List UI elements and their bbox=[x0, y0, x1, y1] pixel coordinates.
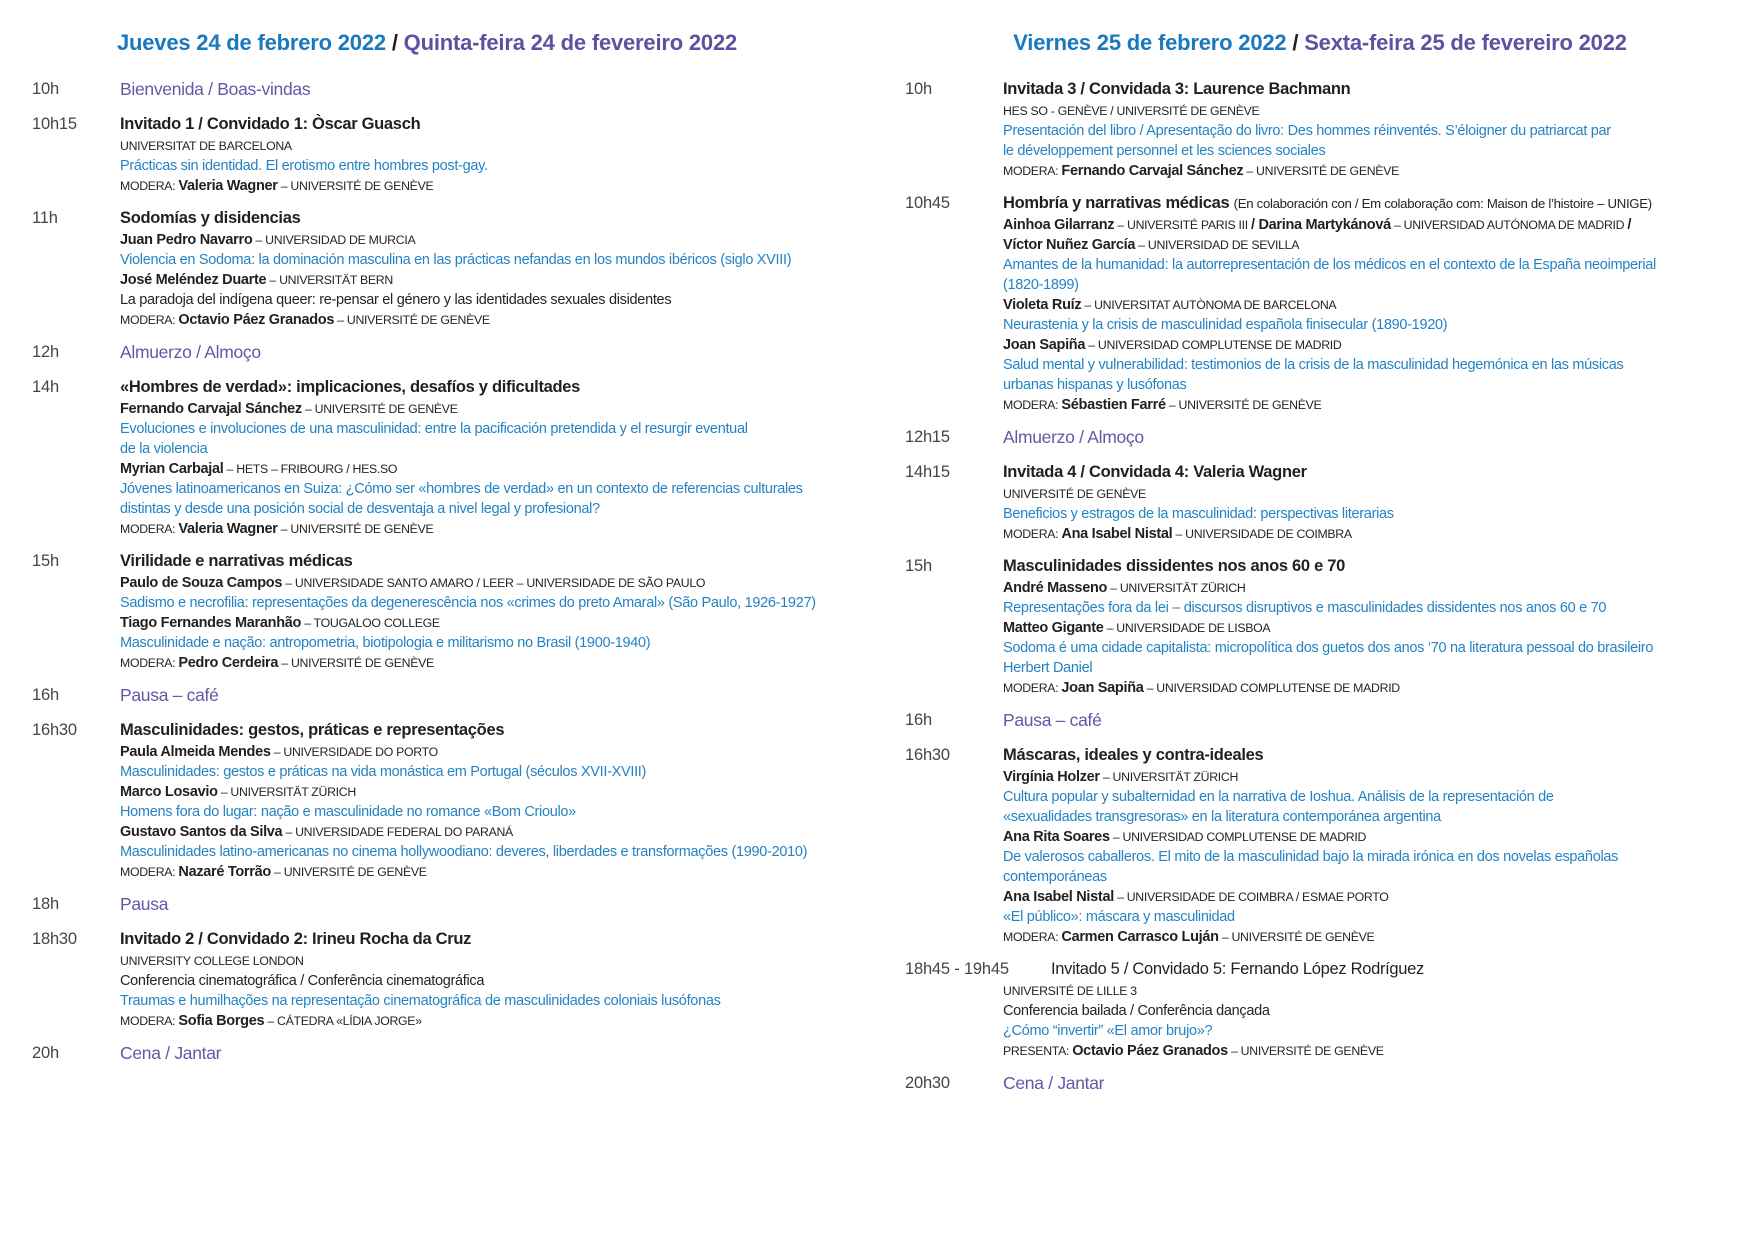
header-separator: / bbox=[385, 30, 404, 55]
session-line bbox=[120, 270, 882, 290]
session-line bbox=[120, 207, 882, 230]
session-content bbox=[120, 341, 882, 365]
talk-title: Prácticas sin identidad. El erotismo entre hombres post-gay. bbox=[120, 158, 488, 174]
session-title: «Hombres de verdad»: implicaciones, desafíos y dificultades bbox=[120, 378, 581, 396]
session bbox=[32, 341, 882, 365]
session-line bbox=[120, 862, 882, 882]
talk-subtitle: La paradoja del indígena queer: re-pensar el género y las identidades sexuales disidentes bbox=[120, 292, 672, 308]
affiliation-text: – UNIVERSIDADE DE LISBOA bbox=[1103, 621, 1271, 635]
affiliation-text: MODERA: bbox=[120, 865, 179, 879]
session-line bbox=[1003, 461, 1745, 484]
session-line bbox=[1003, 981, 1745, 1001]
session-line bbox=[1003, 847, 1745, 867]
session-content bbox=[1003, 78, 1745, 181]
speaker-name: Pedro Cerdeira bbox=[178, 655, 279, 671]
session-line bbox=[120, 176, 882, 196]
session-content bbox=[1003, 426, 1745, 450]
talk-title: Presentación del libro / Apresentação do livro: Des hommes réinventés. S’éloigner du patriarcat par bbox=[1003, 123, 1611, 139]
session-line bbox=[120, 230, 882, 250]
session-title: Invitado 5 / Convidado 5: Fernando López Rodríguez bbox=[1051, 960, 1425, 978]
session-line bbox=[1003, 867, 1745, 887]
session-line bbox=[120, 613, 882, 633]
session-line bbox=[1003, 598, 1745, 618]
session-line bbox=[120, 310, 882, 330]
session-line bbox=[1003, 887, 1745, 907]
affiliation-text: MODERA: bbox=[120, 522, 179, 536]
speaker-name: Ana Rita Soares bbox=[1003, 829, 1110, 845]
session-title: Invitada 4 / Convidada 4: Valeria Wagner bbox=[1003, 463, 1307, 481]
speaker-name: Octavio Páez Granados bbox=[1072, 1043, 1228, 1059]
session-time: 18h45 - 19h45 bbox=[905, 960, 1009, 978]
speaker-name: Sofia Borges bbox=[178, 1013, 265, 1029]
session-title: Masculinidades: gestos, práticas e representações bbox=[120, 721, 505, 739]
affiliation-text: UNIVERSITAT DE BARCELONA bbox=[120, 139, 292, 153]
talk-title: «sexualidades transgresoras» en la literatura contemporánea argentina bbox=[1003, 809, 1441, 825]
speaker-name: Ana Isabel Nistal bbox=[1003, 889, 1114, 905]
speaker-name: Juan Pedro Navarro bbox=[120, 232, 253, 248]
session-content bbox=[120, 719, 882, 882]
session-line bbox=[1003, 426, 1745, 450]
session bbox=[905, 78, 1745, 181]
session-line bbox=[120, 439, 882, 459]
session-line bbox=[120, 742, 882, 762]
speaker-name: Virgínia Holzer bbox=[1003, 769, 1100, 785]
session bbox=[905, 1072, 1745, 1096]
schedule-column-friday bbox=[905, 78, 1745, 1107]
session-line bbox=[1003, 709, 1745, 733]
session-time: 12h15 bbox=[905, 428, 950, 446]
affiliation-text: – UNIVERSITÉ DE GENÈVE bbox=[1227, 1044, 1384, 1058]
session-line bbox=[1003, 638, 1745, 658]
session-line bbox=[1003, 78, 1745, 101]
affiliation-text: – UNIVERSIDAD DE SEVILLA bbox=[1135, 238, 1300, 252]
column-header-friday bbox=[925, 30, 1715, 56]
session-line bbox=[120, 951, 882, 971]
session-line bbox=[120, 842, 882, 862]
talk-title: Sadismo e necrofilia: representações da degenerescência nos «crimes do preto Amaral» (São Paulo, 1926-1927) bbox=[120, 595, 816, 611]
session-time: 18h30 bbox=[32, 930, 77, 948]
speaker-name: Sébastien Farré bbox=[1061, 397, 1166, 413]
talk-title: Jóvenes latinoamericanos en Suiza: ¿Cómo ser «hombres de verdad» en un contexto de referencias culturales bbox=[120, 481, 803, 497]
session-line bbox=[120, 78, 882, 102]
affiliation-text: MODERA: bbox=[120, 179, 179, 193]
session bbox=[905, 744, 1745, 947]
session-content bbox=[120, 928, 882, 1031]
affiliation-text: MODERA: bbox=[1003, 681, 1062, 695]
talk-title: ¿Cómo “invertir” «El amor brujo»? bbox=[1003, 1023, 1213, 1039]
session-line bbox=[120, 250, 882, 270]
affiliation-text: – UNIVERSIDADE DE COIMBRA bbox=[1172, 527, 1352, 541]
session-line bbox=[1003, 375, 1745, 395]
session-title: Masculinidades dissidentes nos anos 60 e 70 bbox=[1003, 557, 1345, 575]
affiliation-text: – UNIVERSITÉ DE GENÈVE bbox=[334, 313, 490, 327]
event-label: Pausa – café bbox=[120, 685, 219, 705]
speaker-name: Tiago Fernandes Maranhão bbox=[120, 615, 302, 631]
session-line bbox=[1003, 927, 1745, 947]
column-header-thursday bbox=[32, 30, 822, 56]
session-time: 15h bbox=[905, 557, 932, 575]
talk-subtitle: Conferencia bailada / Conferência dançada bbox=[1003, 1003, 1270, 1019]
session-line bbox=[120, 762, 882, 782]
talk-title: Neurastenia y la crisis de masculinidad española finisecular (1890-1920) bbox=[1003, 317, 1448, 333]
session-time: 20h bbox=[32, 1044, 59, 1062]
session bbox=[32, 113, 882, 196]
session-time: 16h30 bbox=[32, 721, 77, 739]
session-line bbox=[1003, 807, 1745, 827]
session-line bbox=[120, 633, 882, 653]
talk-title: Amantes de la humanidad: la autorrepresentación de los médicos en el contexto de la España neoimperial bbox=[1003, 257, 1656, 273]
talk-title: urbanas hispanas y lusófonas bbox=[1003, 377, 1187, 393]
affiliation-text: – UNIVERSITÉ DE GENÈVE bbox=[277, 179, 434, 193]
event-label: Pausa bbox=[120, 894, 169, 914]
speaker-name: / bbox=[1627, 217, 1632, 233]
session-line bbox=[1003, 141, 1745, 161]
session-content bbox=[1003, 192, 1745, 415]
speaker-name: Matteo Gigante bbox=[1003, 620, 1104, 636]
talk-title: Representações fora da lei – discursos disruptivos e masculinidades dissidentes nos anos 60 e 70 bbox=[1003, 600, 1607, 616]
session-line bbox=[120, 802, 882, 822]
session-line bbox=[1003, 255, 1745, 275]
talk-title: Masculinidades: gestos e práticas na vida monástica em Portugal (séculos XVII-XVIII) bbox=[120, 764, 647, 780]
session-content bbox=[120, 550, 882, 673]
affiliation-text: MODERA: bbox=[1003, 930, 1062, 944]
speaker-name: Paula Almeida Mendes bbox=[120, 744, 271, 760]
speaker-name: Valeria Wagner bbox=[178, 178, 278, 194]
session-line bbox=[120, 684, 882, 708]
speaker-name: / Darina Martykánová bbox=[1251, 217, 1391, 233]
session bbox=[32, 207, 882, 330]
speaker-name: Fernando Carvajal Sánchez bbox=[120, 401, 302, 417]
speaker-name: Valeria Wagner bbox=[178, 521, 278, 537]
speaker-name: André Masseno bbox=[1003, 580, 1108, 596]
session bbox=[905, 461, 1745, 544]
session-line bbox=[1003, 355, 1745, 375]
schedule-column-thursday bbox=[32, 78, 882, 1077]
session-content bbox=[120, 113, 882, 196]
affiliation-text: – CÁTEDRA «LÍDIA JORGE» bbox=[264, 1014, 422, 1028]
session-content bbox=[1003, 744, 1745, 947]
session-time: 18h bbox=[32, 895, 59, 913]
session-line bbox=[1003, 678, 1745, 698]
session-title: Máscaras, ideales y contra-ideales bbox=[1003, 746, 1264, 764]
talk-title: distintas y desde una posición social de desventaja a nivel legal y profesional? bbox=[120, 501, 600, 517]
speaker-name: Joan Sapiña bbox=[1003, 337, 1086, 353]
speaker-name: Marco Losavio bbox=[120, 784, 218, 800]
session-time: 12h bbox=[32, 343, 59, 361]
talk-title: Sodoma é uma cidade capitalista: micropolítica dos guetos dos anos ‘70 na literatura pessoal do brasileiro bbox=[1003, 640, 1654, 656]
affiliation-text: MODERA: bbox=[1003, 398, 1062, 412]
affiliation-text: – UNIVERSIDADE FEDERAL DO PARANÁ bbox=[282, 825, 513, 839]
affiliation-text: – UNIVERSIDADE DO PORTO bbox=[270, 745, 438, 759]
session-line bbox=[120, 782, 882, 802]
affiliation-text: MODERA: bbox=[1003, 527, 1062, 541]
session-content bbox=[120, 1042, 882, 1066]
header-date-spanish: Viernes 25 de febrero 2022 bbox=[1013, 30, 1287, 55]
session-line bbox=[120, 893, 882, 917]
affiliation-text: MODERA: bbox=[120, 1014, 179, 1028]
affiliation-text: – UNIVERSITÉ DE GENÈVE bbox=[1218, 930, 1375, 944]
speaker-name: Violeta Ruíz bbox=[1003, 297, 1082, 313]
session-line bbox=[1003, 658, 1745, 678]
speaker-name: Fernando Carvajal Sánchez bbox=[1061, 163, 1244, 179]
affiliation-text: – UNIVERSIDAD COMPLUTENSE DE MADRID bbox=[1143, 681, 1400, 695]
session-line bbox=[120, 653, 882, 673]
header-date-portuguese: Sexta-feira 25 de fevereiro 2022 bbox=[1304, 30, 1627, 55]
session-line bbox=[1003, 578, 1745, 598]
event-label: Pausa – café bbox=[1003, 710, 1102, 730]
session-line bbox=[1003, 827, 1745, 847]
session-title: Invitado 2 / Convidado 2: Irineu Rocha da Cruz bbox=[120, 930, 472, 948]
talk-title: Traumas e humilhações na representação cinematográfica de masculinidades coloniais lusófonas bbox=[120, 993, 721, 1009]
speaker-name: Myrian Carbajal bbox=[120, 461, 224, 477]
session-line bbox=[1003, 101, 1745, 121]
affiliation-text: – UNIVERSITÉ DE GENÈVE bbox=[1165, 398, 1322, 412]
talk-title: De valerosos caballeros. El mito de la masculinidad bajo la mirada irónica en dos novelas españolas bbox=[1003, 849, 1619, 865]
session-content bbox=[1003, 958, 1745, 1061]
talk-title: le développement personnel et les sciences sociales bbox=[1003, 143, 1326, 159]
session-line bbox=[1003, 275, 1745, 295]
header-date-spanish: Jueves 24 de febrero 2022 bbox=[116, 30, 386, 55]
session-line bbox=[1003, 121, 1745, 141]
affiliation-text: – UNIVERSIDAD COMPLUTENSE DE MADRID bbox=[1085, 338, 1342, 352]
session-time: 11h bbox=[32, 209, 58, 227]
session bbox=[905, 709, 1745, 733]
talk-title: contemporáneas bbox=[1003, 869, 1107, 885]
session-line bbox=[1003, 1001, 1745, 1021]
session-line bbox=[120, 1042, 882, 1066]
session-line bbox=[120, 376, 882, 399]
session-time: 10h15 bbox=[32, 115, 77, 133]
session-line bbox=[1003, 395, 1745, 415]
talk-title: Violencia en Sodoma: la dominación masculina en las prácticas nefandas en los mundos ibéricos (siglo XVIII) bbox=[120, 252, 792, 268]
affiliation-text: – UNIVERSIDADE DE COIMBRA / ESMAE PORTO bbox=[1113, 890, 1389, 904]
session-time: 10h bbox=[32, 80, 59, 98]
session-time: 10h45 bbox=[905, 194, 950, 212]
session-time: 15h bbox=[32, 552, 59, 570]
header-separator: / bbox=[1286, 30, 1305, 55]
session-title: Sodomías y disidencias bbox=[120, 209, 301, 227]
session-line bbox=[120, 113, 882, 136]
session-line bbox=[1003, 907, 1745, 927]
session-line bbox=[120, 399, 882, 419]
speaker-name: Joan Sapiña bbox=[1061, 680, 1144, 696]
session-line bbox=[120, 499, 882, 519]
session-line bbox=[1003, 524, 1745, 544]
session-line bbox=[1003, 161, 1745, 181]
session-line bbox=[120, 573, 882, 593]
session bbox=[905, 958, 1745, 1061]
event-label: Almuerzo / Almoço bbox=[120, 342, 261, 362]
affiliation-text: UNIVERSITY COLLEGE LONDON bbox=[120, 954, 304, 968]
session-content bbox=[1003, 555, 1745, 698]
session-line bbox=[120, 1011, 882, 1031]
session-line bbox=[120, 971, 882, 991]
talk-title: «El público»: máscara y masculinidad bbox=[1003, 909, 1235, 925]
session-time: 20h30 bbox=[905, 1074, 950, 1092]
affiliation-text: – UNIVERSITÉ DE GENÈVE bbox=[1243, 164, 1400, 178]
speaker-name: Gustavo Santos da Silva bbox=[120, 824, 283, 840]
session bbox=[905, 192, 1745, 415]
affiliation-text: – HETS – FRIBOURG / HES.SO bbox=[223, 462, 398, 476]
affiliation-text: – UNIVERSITÄT ZÜRICH bbox=[1107, 581, 1246, 595]
session-line bbox=[1003, 1072, 1745, 1096]
affiliation-text: HES SO - GENÈVE / UNIVERSITÉ DE GENÈVE bbox=[1003, 104, 1260, 118]
session-time: 16h30 bbox=[905, 746, 950, 764]
session-time: 14h15 bbox=[905, 463, 950, 481]
session-content bbox=[1003, 1072, 1745, 1096]
session-line bbox=[1003, 235, 1745, 255]
talk-title: Masculinidades latino-americanas no cinema hollywoodiano: deveres, liberdades e transformações (1990-2010) bbox=[120, 844, 808, 860]
affiliation-text: – UNIVERSIDAD COMPLUTENSE DE MADRID bbox=[1109, 830, 1367, 844]
talk-title: Homens fora do lugar: nação e masculinidade no romance «Bom Crioulo» bbox=[120, 804, 576, 820]
affiliation-text: UNIVERSITÉ DE GENÈVE bbox=[1003, 487, 1146, 501]
affiliation-text: – UNIVERSITÉ DE GENÈVE bbox=[278, 656, 434, 670]
affiliation-text: – UNIVERSIDAD AUTÓNOMA DE MADRID bbox=[1390, 218, 1628, 232]
affiliation-text: – UNIVERSITÉ DE GENÈVE bbox=[270, 865, 427, 879]
session-line bbox=[1003, 767, 1745, 787]
speaker-name: Nazaré Torrão bbox=[178, 864, 271, 880]
header-date-portuguese: Quinta-feira 24 de fevereiro 2022 bbox=[403, 30, 738, 55]
talk-title: Salud mental y vulnerabilidad: testimonios de la crisis de la masculinidad hegemónica en las músicas bbox=[1003, 357, 1624, 373]
talk-title: (1820-1899) bbox=[1003, 277, 1079, 293]
speaker-name: Carmen Carrasco Luján bbox=[1061, 929, 1219, 945]
affiliation-text: UNIVERSITÉ DE LILLE 3 bbox=[1003, 984, 1137, 998]
session-line bbox=[120, 341, 882, 365]
session-line bbox=[120, 459, 882, 479]
talk-title: Herbert Daniel bbox=[1003, 660, 1093, 676]
collaboration-note: (En colaboración con / Em colaboração com: Maison de l’histoire – UNIGE) bbox=[1233, 196, 1652, 211]
affiliation-text: – UNIVERSITÄT ZÜRICH bbox=[217, 785, 356, 799]
affiliation-text: – TOUGALOO COLLEGE bbox=[301, 616, 440, 630]
session-line bbox=[120, 991, 882, 1011]
affiliation-text: – UNIVERSITÄT ZÜRICH bbox=[1099, 770, 1239, 784]
session-line bbox=[1003, 504, 1745, 524]
talk-title: Beneficios y estragos de la masculinidad: perspectivas literarias bbox=[1003, 506, 1394, 522]
session-line bbox=[1003, 484, 1745, 504]
session-line bbox=[1003, 1041, 1745, 1061]
affiliation-text: – UNIVERSIDAD DE MURCIA bbox=[252, 233, 416, 247]
session-line bbox=[120, 290, 882, 310]
session-line bbox=[1003, 787, 1745, 807]
affiliation-text: – UNIVERSIDADE SANTO AMARO / LEER – UNIVERSIDADE DE SÃO PAULO bbox=[282, 576, 706, 590]
session bbox=[32, 376, 882, 539]
session-line bbox=[1003, 295, 1745, 315]
session bbox=[32, 550, 882, 673]
affiliation-text: – UNIVERSITAT AUTÒNOMA DE BARCELONA bbox=[1081, 298, 1337, 312]
session-line bbox=[1003, 958, 1745, 981]
session bbox=[32, 78, 882, 102]
session bbox=[32, 893, 882, 917]
session-title: Hombría y narrativas médicas bbox=[1003, 194, 1234, 212]
session-line bbox=[1003, 744, 1745, 767]
speaker-name: Ana Isabel Nistal bbox=[1061, 526, 1173, 542]
session-content bbox=[120, 684, 882, 708]
session-line bbox=[1003, 1021, 1745, 1041]
talk-title: Evoluciones e involuciones de una masculinidad: entre la pacificación pretendida y el resurgir eventual bbox=[120, 421, 748, 437]
affiliation-text: MODERA: bbox=[1003, 164, 1062, 178]
event-label: Almuerzo / Almoço bbox=[1003, 427, 1144, 447]
session bbox=[32, 1042, 882, 1066]
talk-subtitle: Conferencia cinematográfica / Conferência cinematográfica bbox=[120, 973, 485, 989]
session-line bbox=[120, 519, 882, 539]
session-line bbox=[120, 550, 882, 573]
session-time: 14h bbox=[32, 378, 59, 396]
session-content bbox=[120, 376, 882, 539]
event-label: Cena / Jantar bbox=[120, 1043, 222, 1063]
event-label: Bienvenida / Boas-vindas bbox=[120, 79, 311, 99]
affiliation-text: – UNIVERSITÉ DE GENÈVE bbox=[301, 402, 458, 416]
session-content bbox=[1003, 461, 1745, 544]
talk-title: Masculinidade e nação: antropometria, biotipologia e militarismo no Brasil (1900-1940) bbox=[120, 635, 651, 651]
session-line bbox=[120, 419, 882, 439]
speaker-name: Octavio Páez Granados bbox=[178, 312, 335, 328]
session-line bbox=[1003, 215, 1745, 235]
session bbox=[32, 684, 882, 708]
session-title: Invitado 1 / Convidado 1: Òscar Guasch bbox=[120, 115, 421, 133]
session-content bbox=[120, 893, 882, 917]
talk-title: de la violencia bbox=[120, 441, 208, 457]
session-line bbox=[120, 593, 882, 613]
affiliation-text: MODERA: bbox=[120, 656, 179, 670]
session-line bbox=[120, 479, 882, 499]
session-title: Virilidade e narrativas médicas bbox=[120, 552, 353, 570]
affiliation-text: PRESENTA: bbox=[1003, 1044, 1073, 1058]
affiliation-text: – UNIVERSITÉ PARIS III bbox=[1114, 218, 1251, 232]
session bbox=[32, 928, 882, 1031]
session-time: 10h bbox=[905, 80, 932, 98]
session-line bbox=[1003, 315, 1745, 335]
session-content bbox=[120, 207, 882, 330]
session-line bbox=[120, 719, 882, 742]
session-time: 16h bbox=[905, 711, 932, 729]
session-line bbox=[120, 156, 882, 176]
session-title: Invitada 3 / Convidada 3: Laurence Bachmann bbox=[1003, 80, 1351, 98]
session bbox=[905, 426, 1745, 450]
session-line bbox=[1003, 335, 1745, 355]
speaker-name: Ainhoa Gilarranz bbox=[1003, 217, 1115, 233]
affiliation-text: – UNIVERSITÄT BERN bbox=[266, 273, 393, 287]
speaker-name: José Meléndez Duarte bbox=[120, 272, 267, 288]
affiliation-text: – UNIVERSITÉ DE GENÈVE bbox=[277, 522, 434, 536]
event-label: Cena / Jantar bbox=[1003, 1073, 1105, 1093]
affiliation-text: MODERA: bbox=[120, 313, 179, 327]
talk-title: Cultura popular y subalternidad en la narrativa de Ioshua. Análisis de la representación de bbox=[1003, 789, 1554, 805]
session-line bbox=[120, 928, 882, 951]
session-line bbox=[1003, 555, 1745, 578]
session-line bbox=[120, 136, 882, 156]
session-line bbox=[120, 822, 882, 842]
session-time: 16h bbox=[32, 686, 59, 704]
speaker-name: Víctor Nuñez García bbox=[1003, 237, 1136, 253]
session bbox=[905, 555, 1745, 698]
session-line bbox=[1003, 192, 1745, 215]
speaker-name: Paulo de Souza Campos bbox=[120, 575, 283, 591]
session-line bbox=[1003, 618, 1745, 638]
session bbox=[32, 719, 882, 882]
session-content bbox=[120, 78, 882, 102]
session-content bbox=[1003, 709, 1745, 733]
